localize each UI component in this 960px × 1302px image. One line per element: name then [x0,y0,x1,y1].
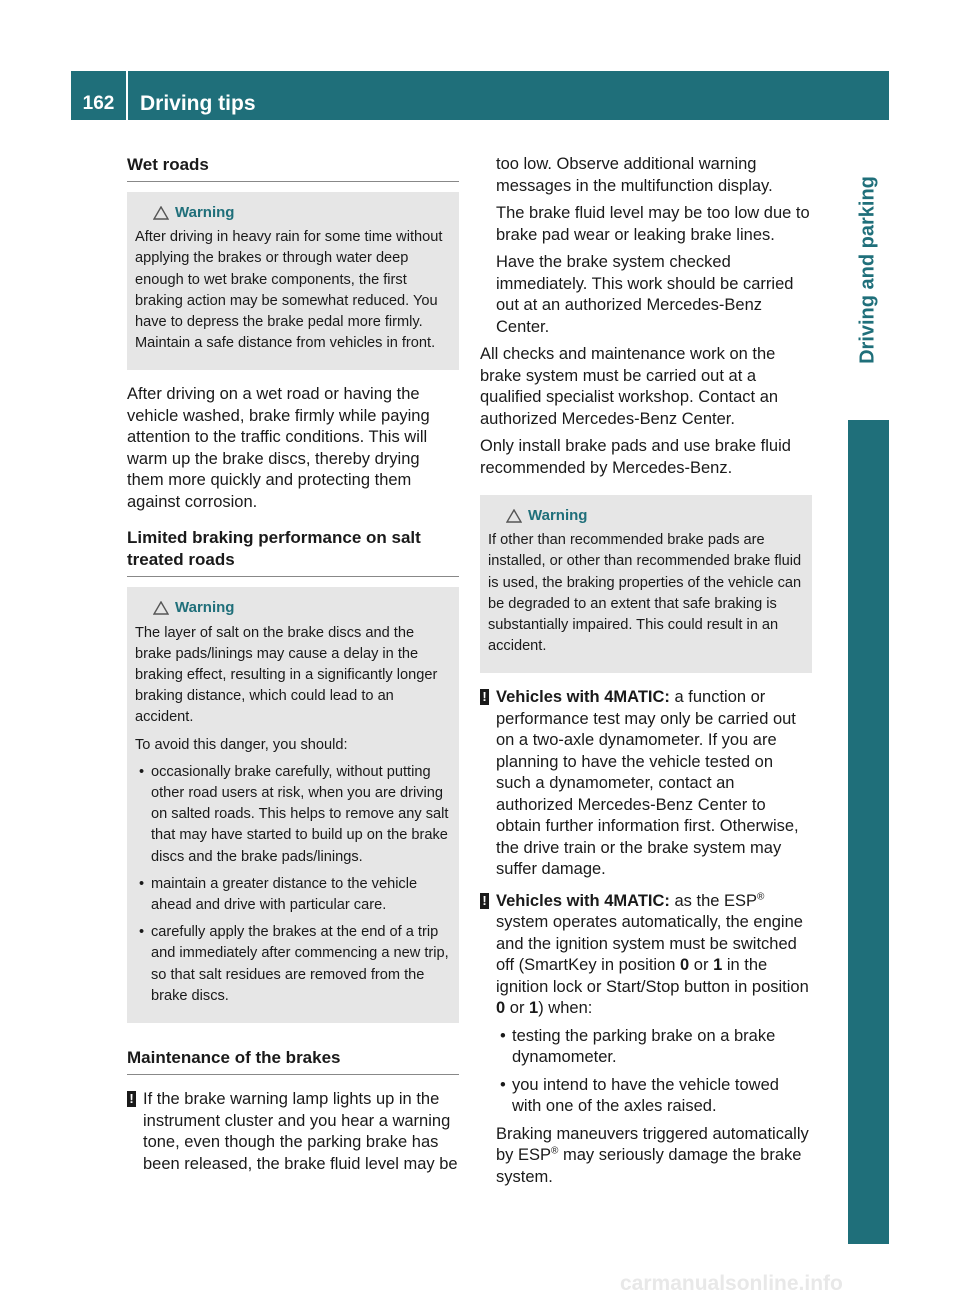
warning-title [135,597,451,618]
note-text: Braking maneuvers triggered automatically by ESP [496,1124,809,1165]
page-title: Driving tips [140,92,256,115]
paragraph: All checks and maintenance work on the brake system must be carried out at a qualified specialist workshop. Contact an authorized Mercedes-Benz Center. [480,345,779,428]
registered-mark: ® [757,891,765,903]
note-text: may seriously damage the brake system. [496,1146,802,1186]
list-item: • occasionally brake carefully, without putting other road users at risk, when you are driving on salted roads. This helps to remove any salt that may have started to build up on the brake discs and the brake pads/linings. [135,762,451,868]
note [480,687,812,881]
warning-triangle-icon [506,509,522,523]
list-item: • testing the parking brake on a brake dynamometer. [496,1026,812,1069]
note-text: or [689,956,714,975]
note-bullets [496,1026,812,1118]
list-item: • maintain a greater distance to the vehicle ahead and drive with particular care. [135,874,451,916]
paragraph: Only install brake pads and use brake fluid recommended by Mercedes-Benz. [480,437,791,477]
side-label-wrap [848,120,889,420]
warning-box [127,587,459,1023]
warning-box [480,495,812,673]
warning-triangle-icon [153,206,169,220]
note-text: or [505,999,530,1018]
position-value: 0 [680,956,690,975]
exclamation-icon: ! [127,1091,136,1107]
warning-triangle-icon [153,601,169,615]
heading-maintenance: Maintenance of the brakes [127,1047,459,1075]
registered-mark: ® [551,1145,559,1157]
paragraph-wet-roads: After driving on a wet road or having the vehicle washed, brake firmly while paying attention to the traffic conditions. This will warm up the brake discs, thereby drying them more quickly and protecting them against corrosion. [127,385,430,511]
exclamation-icon: ! [480,893,489,909]
position-value: 0 [496,999,506,1018]
heading-wet-roads: Wet roads [127,154,459,182]
note-text: a function or performance test may only be carried out on a two-axle dynamometer. If you are planning to have the vehicle tested on such a dynamometer, contact an authorized Mercedes-Benz Center to obtain further information first. Otherwise, the drive train or the brake system may suffer damage. [496,688,799,879]
note-continuation: The brake fluid level may be too low due to brake pad wear or leaking brake lines. [496,204,810,244]
note [480,891,812,1189]
warning-text: The layer of salt on the brake discs and the brake pads/linings may cause a delay in the braking effect, resulting in a significantly longer braking distance, which could lead to an accident. [135,624,438,726]
note-text: system operates automatically, the engine and the ignition system must be switched off (SmartKey in position [496,913,803,975]
heading-salt-roads: Limited braking performance on salt treated roads [127,527,459,577]
warning-intro: To avoid this danger, you should: [135,736,348,753]
position-value: 1 [529,999,539,1018]
left-column [127,148,459,1183]
warning-bullets [135,762,451,1007]
list-item: • carefully apply the brakes at the end of a trip and immediately after commencing a new trip, so that salt residues are removed from the brake discs. [135,922,451,1007]
list-item: • you intend to have the vehicle towed with one of the axles raised. [496,1075,812,1118]
note-text: as the ESP [669,891,758,910]
warning-title-text: Warning [528,507,588,524]
note-continuation: Have the brake system checked immediately. This work should be carried out at an authorized Mercedes-Benz Center. [496,253,794,336]
header-divider [126,71,128,120]
footer-watermark: carmanualsonline.info [620,1272,843,1295]
warning-text: If other than recommended brake pads are installed, or other than recommended brake fluid is used, the braking properties of the vehicle can be degraded to an extent that safe braking is substantially impaired. This could result in an accident. [488,532,802,655]
warning-box [127,192,459,370]
page-number: 162 [82,93,115,114]
section-label: Driving and parking [856,176,879,364]
position-value: 1 [713,956,723,975]
warning-title [488,505,804,526]
note-text: in the ignition lock or Start/Stop button in position [496,956,809,996]
note-lead: Vehicles with 4MATIC: [496,891,670,910]
note-text: ) when: [538,999,593,1018]
note-continuation: too low. Observe additional warning messages in the multifunction display. [496,155,773,195]
warning-text: After driving in heavy rain for some time without applying the brakes or through water deep enough to wet brake components, the first braking action may be somewhat reduced. You have to depress the brake pedal more firmly. Maintain a safe distance from vehicles in front. [135,229,443,352]
note [127,1089,459,1175]
exclamation-icon: ! [480,689,489,705]
warning-title [135,202,451,223]
note-after [496,1124,812,1189]
note-text: If the brake warning lamp lights up in the instrument cluster and you hear a warning tone, even though the parking brake has been released, the brake fluid level may be [143,1090,458,1173]
warning-title-text: Warning [175,204,235,221]
right-column [480,154,812,1196]
note-lead: Vehicles with 4MATIC: [496,688,670,707]
warning-title-text: Warning [175,599,235,617]
